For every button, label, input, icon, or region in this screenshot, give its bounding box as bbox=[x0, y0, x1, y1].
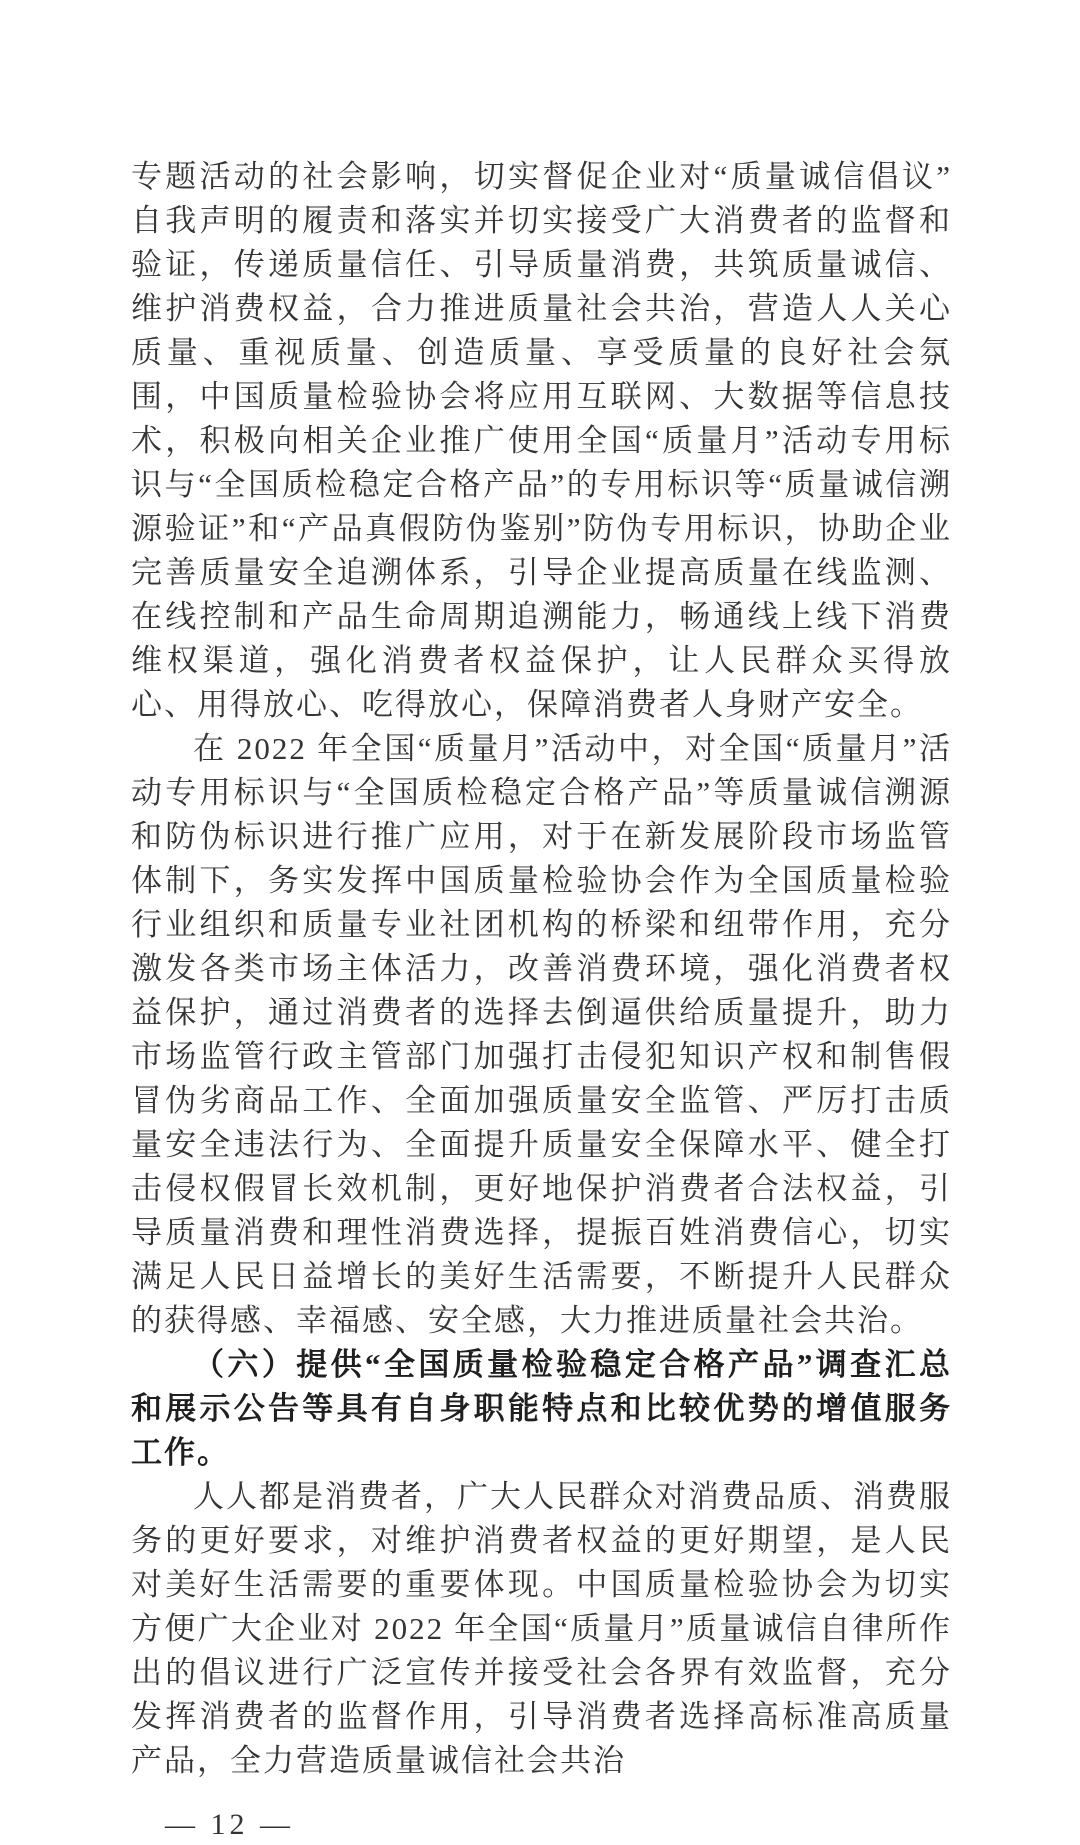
page-footer bbox=[165, 1805, 952, 1845]
page-number: — 12 — bbox=[165, 1808, 294, 1841]
paragraph-quality-month-2022: 在 2022 年全国“质量月”活动中，对全国“质量月”活动专用标识与“全国质检稳定合格产品”等质量诚信溯源和防伪标识进行推广应用，对于在新发展阶段市场监管体制下，务实发挥中国质量检验协会作为全国质量检验行业组织和质量专业社团机构的桥梁和纽带作用，充分激发各类市场主体活力，改善消费环境，强化消费者权益保护，通过消费者的选择去倒逼供给质量提升，助力市场监管行政主管部门加强打击侵犯知识产权和制售假冒伪劣商品工作、全面加强质量安全监管、严厉打击质量安全违法行为、全面提升质量安全保障水平、健全打击侵权假冒长效机制，更好地保护消费者合法权益，引导质量消费和理性消费选择，提振百姓消费信心，切实满足人民日益增长的美好生活需要，不断提升人民群众的获得感、幸福感、安全感，大力推进质量社会共治。 bbox=[131, 731, 952, 1338]
paragraph-consumer-oversight: 人人都是消费者，广大人民群众对消费品质、消费服务的更好要求，对维护消费者权益的更好期望，是人民对美好生活需要的重要体现。中国质量检验协会为切实方便广大企业对 2022 年全国“质量月”质量诚信自律所作出的倡议进行广泛宣传并接受社会各界有效监督，充分发挥消费者的监督作用，引导消费者选择高标准高质量产品，全力营造质量诚信社会共治 bbox=[131, 1479, 952, 1778]
section-heading-six: （六）提供“全国质量检验稳定合格产品”调查汇总和展示公告等具有自身职能特点和比较优势的增值服务工作。 bbox=[131, 1347, 952, 1470]
paragraph-continuation: 专题活动的社会影响，切实督促企业对“质量诚信倡议”自我声明的履责和落实并切实接受广大消费者的监督和验证，传递质量信任、引导质量消费，共筑质量诚信、维护消费权益，合力推进质量社会共治，营造人人关心质量、重视质量、创造质量、享受质量的良好社会氛围，中国质量检验协会将应用互联网、大数据等信息技术，积极向相关企业推广使用全国“质量月”活动专用标识与“全国质检稳定合格产品”的专用标识等“质量诚信溯源验证”和“产品真假防伪鉴别”防伪专用标识，协助企业完善质量安全追溯体系，引导企业提高质量在线监测、在线控制和产品生命周期追溯能力，畅通线上线下消费维权渠道，强化消费者权益保护，让人民群众买得放心、用得放心、吃得放心，保障消费者人身财产安全。 bbox=[131, 159, 952, 722]
